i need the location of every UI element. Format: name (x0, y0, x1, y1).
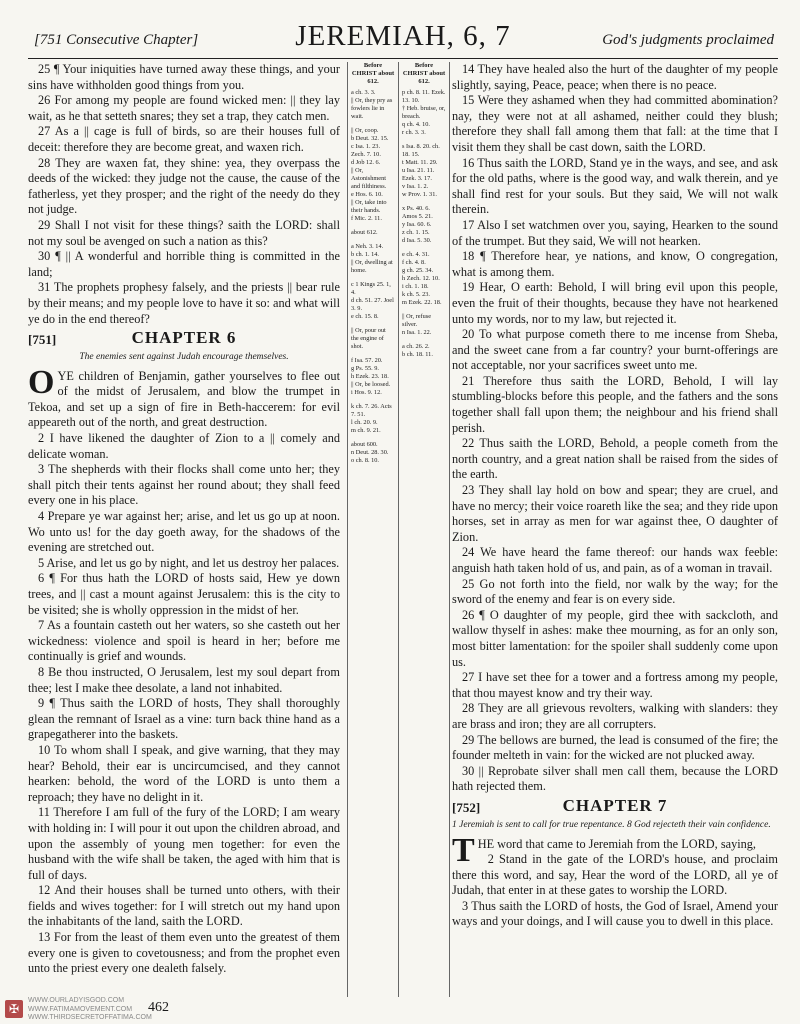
page-number: 462 (148, 1000, 169, 1015)
drop-cap: O (28, 363, 55, 401)
verse: 5 Arise, and let us go by night, and let us destroy her palaces. (38, 555, 340, 570)
chapter-summary: 1 Jeremiah is sent to call for true repentance. 8 God rejecteth their vain confidence. (452, 819, 771, 830)
verse: 16 Thus saith the LORD, Stand ye in the ways, and see, and ask for the old paths, where is the good way, and walk therein, and ye shall find rest for your souls. But they said, We will not walk therein. (452, 155, 778, 217)
verse: 31 The prophets prophesy falsely, and the priests || bear rule by their means; and my people love to have it so: and what will ye do in the end thereof? (28, 280, 340, 326)
verse: 15 Were they ashamed when they had committed abomination? nay, they were not at all ashamed, neither could they blush; therefore they shall fall among them that fall: at the time that I visit them they shall be cast down, saith the LORD. (452, 93, 778, 154)
verse: 17 Also I set watchmen over you, saying, Hearken to the sound of the trumpet. But they said, We will not hearken. (452, 217, 778, 248)
drop-cap: T (452, 831, 475, 869)
chapter7-verses (452, 852, 778, 930)
verse: 30 ¶ || A wonderful and horrible thing is committed in the land; (28, 249, 340, 279)
xref-heading: Before CHRIST about 612. (351, 62, 395, 85)
right-text-column (452, 62, 778, 997)
verse: 10 To whom shall I speak, and give warning, that they may hear? Behold, their ear is uncircumcised, and they cannot hearken: behold, the word of the LORD is unto them a reproach; they have no delight in it. (28, 742, 340, 804)
verse: 25 ¶ Your iniquities have turned away these things, and your sins have withholden good things from you. (28, 62, 340, 92)
chapter-title: CHAPTER 7 (562, 795, 668, 815)
chapter-summary: The enemies sent against Judah encourage themselves. (79, 352, 289, 363)
verse: 29 The bellows are burned, the lead is consumed of the fire; the founder melteth in vain: for the wicked are not plucked away. (452, 732, 778, 763)
xref-item: || Or, coop. b Deut. 32. 15. c Isa. 1. 23. Zech. 7. 10. d Job 12. 6. || Or, Astonishment and filthiness. e Hos. 6. 10. || Or, take into their hands. f Mic. 2. 11. (351, 127, 389, 222)
verse: 24 We have heard the fame thereof: our hands wax feeble: anguish hath taken hold of us, and pain, as of a woman in travail. (452, 545, 778, 575)
verse: 23 They shall lay hold on bow and spear; they are cruel, and have no mercy; their voice roareth like the sea; and they ride upon horses, set in array as men for war against thee, O daughter of Zion. (452, 483, 778, 544)
verse: 22 Thus saith the LORD, Behold, a people cometh from the north country, and a great nation shall be raised from the sides of the earth. (452, 436, 778, 482)
verse: 7 As a fountain casteth out her waters, so she casteth out her wickedness: violence and spoil is heard in her; before me continually is grief and wounds. (28, 618, 340, 664)
page-header (28, 18, 778, 59)
verse: 29 Shall I not visit for these things? saith the LORD: shall not my soul be avenged on such a nation as this? (28, 217, 340, 248)
xref-item: about 600. n Deut. 28. 30. o ch. 8. 10. (351, 441, 389, 464)
chapter6-verses-cont (452, 62, 778, 795)
chapter-6-heading (28, 330, 340, 350)
xref-item: a ch. 3. 3. || Or, they pry as fowlers lie in wait. (351, 89, 393, 120)
verse: 26 ¶ O daughter of my people, gird thee with sackcloth, and wallow thyself in ashes: make thee mourning, as for an only son, most bitter lamentation: for the spoiler shall suddenly come upon us. (452, 607, 778, 669)
xref-item: e ch. 4. 31. f ch. 4. 8. g ch. 25. 34. h Zech. 12. 10. i ch. 1. 18. k ch. 5. 23. m Ezek. 22. 18. (402, 251, 442, 306)
site-logo-icon: ✠ (5, 1000, 23, 1018)
verse: 19 Hear, O earth: Behold, I will bring evil upon this people, even the fruit of their thoughts, because they have not hearkened unto my words, nor to my law, but rejected it. (452, 280, 778, 326)
xref-item: || Or, pour out the engine of shot. (351, 327, 386, 350)
chapter6-verses (28, 431, 340, 977)
verse: 25 Go not forth into the field, nor walk by the way; for the sword of the enemy and fear is on every side. (452, 576, 778, 607)
cross-reference-column-right (398, 62, 450, 997)
verse: 4 Prepare ye war against her; arise, and let us go up at noon. Wo unto us! for the day goeth away, for the shadows of the evening are stretched out. (28, 509, 340, 555)
verse-1-text: YE children of Benjamin, gather yourselves to flee out of the midst of Jerusalem, and blow the trumpet in Tekoa, and set up a sign of fire in Beth-haccerem: for evil appeareth out of the north, and great destruction. (28, 368, 340, 430)
verse: 14 They have healed also the hurt of the daughter of my people slightly, saying, Peace, peace; when there is no peace. (452, 62, 778, 92)
verse: 3 The shepherds with their flocks shall come unto her; they shall pitch their tents against her round about; they shall feed every one in his place. (28, 462, 340, 508)
verse: 12 And their houses shall be turned unto others, with their fields and wives together: for I will stretch out my hand upon the inhabitants of the land, saith the LORD. (28, 883, 340, 929)
xref-item: p ch. 8. 11. Ezek. 13. 10. † Heb. bruise, or, breach. q ch. 4. 10. r ch. 3. 3. (402, 89, 446, 136)
xref-heading: Before CHRIST about 612. (402, 62, 446, 85)
verse: 28 They are all grievous revolters, walking with slanders: they are brass and iron; they are all corrupters. (452, 701, 778, 731)
left-text-column (28, 62, 340, 997)
verse-1 (452, 831, 778, 869)
chapter5-verses (28, 62, 340, 327)
verse: 30 || Reprobate silver shall men call them, because the LORD hath rejected them. (452, 763, 778, 794)
verse: 11 Therefore I am full of the fury of the LORD; I am weary with holding in: I will pour it out upon the children abroad, and upon the assembly of young men together: for even the husband with the wife shall be taken, the aged with him that is full of days. (28, 805, 340, 882)
chapter-7-heading (452, 795, 778, 818)
running-head-topic: God's judgments proclaimed (602, 32, 774, 48)
chapter-number: [751] (28, 332, 57, 348)
verse: 28 They are waxen fat, they shine: yea, they overpass the deeds of the wicked: they judge not the cause, the cause of the fatherless, yet they prosper; and the right of the needy do they not judge. (28, 155, 340, 217)
verse: 3 Thus saith the LORD of hosts, the God of Israel, Amend your ways and your doings, and I will cause you to dwell in this place. (452, 898, 778, 929)
xref-item: c 1 Kings 25. 1, 4. d ch. 51. 27. Joel 3. 9. e ch. 15. 8. (351, 281, 394, 320)
xref-item: k ch. 7. 26. Acts 7. 51. l ch. 20. 9. m ch. 9. 21. (351, 403, 392, 434)
verse: 20 To what purpose cometh there to me incense from Sheba, and the sweet cane from a far country? your burnt-offerings are not acceptable, nor your sacrifices sweet unto me. (452, 327, 778, 373)
verse: 27 I have set thee for a tower and a fortress among my people, that thou mayest know and try their way. (452, 670, 778, 700)
verse: 18 ¶ Therefore hear, ye nations, and know, O congregation, what is among them. (452, 249, 778, 279)
verse: 8 Be thou instructed, O Jerusalem, lest my soul depart from thee; lest I make thee desolate, a land not inhabited. (28, 664, 340, 695)
verse: 2 Stand in the gate of the LORD's house, and proclaim there this word, and say, Hear the word of the LORD, all ye of Judah, that enter in at these gates to worship the LORD. (452, 852, 778, 898)
xref-item: a ch. 26. 2. b ch. 18. 11. (402, 343, 433, 358)
verse: 6 ¶ For thus hath the LORD of hosts said, Hew ye down trees, and || cast a mount against Jerusalem: this is the city to be visited; she is wholly oppression in the midst of her. (28, 571, 340, 617)
xref-item: s Isa. 8. 20. ch. 18. 15. t Matt. 11. 29. u Isa. 21. 11. Ezek. 3. 17. v Isa. 1. 2. w Prov. 1. 31. (402, 143, 440, 198)
footer-website-links: WWW.OURLADYISGOD.COM WWW.FATIMAMOVEMENT.COM WWW.THIRDSECRETOFFATIMA.COM (28, 997, 152, 1021)
book-chapter-title: JEREMIAH, 6, 7 (295, 20, 511, 52)
xref-item: a Neh. 3. 14. b ch. 1. 14. || Or, dwelling at home. (351, 243, 393, 274)
verse: 27 As a || cage is full of birds, so are their houses full of deceit: therefore they are become great, and waxen rich. (28, 124, 340, 154)
verse: 21 Therefore thus saith the LORD, Behold, I will lay stumbling-blocks before this people, and the fathers and the sons together shall fall upon them; the neighbour and his friend shall perish. (452, 373, 778, 435)
verse-1 (28, 363, 340, 431)
xref-item: x Ps. 40. 6. Amos 5. 21. y Isa. 60. 6. z ch. 1. 15. d Isa. 5. 30. (402, 205, 433, 244)
consecutive-chapter-label: [751 Consecutive Chapter] (34, 32, 199, 48)
xref-item: f Isa. 57. 20. g Ps. 55. 9. h Ezek. 23. 18. || Or, be loosed. i Hos. 9. 12. (351, 357, 391, 396)
verse: 9 ¶ Thus saith the LORD of hosts, They shall thoroughly glean the remnant of Israel as a vine: turn back thine hand as a grapegatherer into the baskets. (28, 696, 340, 742)
verse: 26 For among my people are found wicked men: || they lay wait, as he that setteth snares; they set a trap, they catch men. (28, 93, 340, 123)
xref-item: about 612. (351, 229, 378, 236)
xref-item: || Or, refuse silver. n Isa. 1. 22. (402, 313, 432, 336)
verse: 13 For from the least of them even unto the greatest of them every one is given to covetousness; and from the prophet even unto the priest every one dealeth falsely. (28, 930, 340, 976)
chapter-number: [752] (452, 799, 481, 815)
cross-reference-column-left (347, 62, 395, 997)
verse: 2 I have likened the daughter of Zion to a || comely and delicate woman. (28, 431, 340, 461)
chapter-title: CHAPTER 6 (131, 328, 237, 348)
verse-1-text: HE word that came to Jeremiah from the LORD, saying, (477, 836, 757, 851)
